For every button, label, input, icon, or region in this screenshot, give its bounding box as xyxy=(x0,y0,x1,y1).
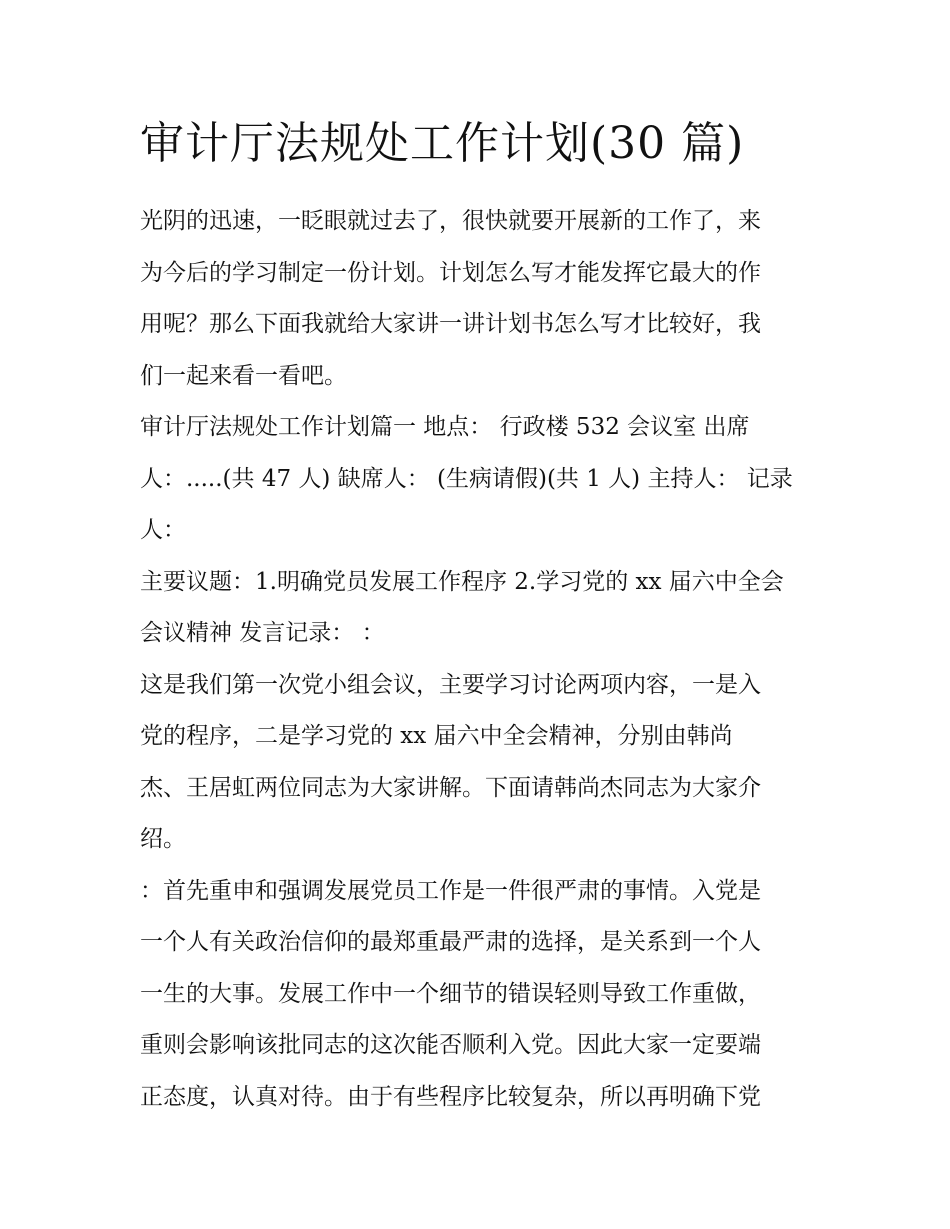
text-line: 人：.....(共 47 人) 缺席人： (生病请假)(共 1 人) 主持人： 记录 xyxy=(140,465,793,492)
text-line: 光阴的迅速，一眨眼就过去了，很快就要开展新的工作了，来 xyxy=(140,208,761,234)
text-line: 们一起来看一看吧。 xyxy=(140,362,347,389)
text-line: 主要议题：1.明确党员发展工作程序 2.学习党的 xx 届六中全会 xyxy=(140,568,784,595)
paragraph-opening xyxy=(140,660,815,866)
text-line: 为今后的学习制定一份计划。计划怎么写才能发挥它最大的作 xyxy=(140,259,761,286)
paragraph-intro xyxy=(140,196,815,402)
text-line: 一生的大事。发展工作中一个细节的错误轻则导致工作重做， xyxy=(140,980,761,1007)
text-line: 重则会影响该批同志的这次能否顺利入党。因此大家一定要端 xyxy=(140,1032,761,1058)
text-line: 绍。 xyxy=(140,826,186,852)
text-line: 会议精神 发言记录： ： xyxy=(140,620,385,646)
text-line: 这是我们第一次党小组会议，主要学习讨论两项内容，一是入 xyxy=(140,671,761,698)
text-line: 党的程序，二是学习党的 xx 届六中全会精神，分别由韩尚 xyxy=(140,723,733,749)
text-line: ：首先重申和强调发展党员工作是一件很严肃的事情。入党是 xyxy=(140,877,761,904)
text-line: 杰、王居虹两位同志为大家讲解。下面请韩尚杰同志为大家介 xyxy=(140,774,761,801)
text-line: 用呢？那么下面我就给大家讲一讲计划书怎么写才比较好，我 xyxy=(140,311,761,337)
paragraph-speech xyxy=(140,866,815,1124)
document-body xyxy=(140,196,815,1123)
text-line: 一个人有关政治信仰的最郑重最严肃的选择，是关系到一个人 xyxy=(140,929,761,955)
text-line: 正态度，认真对待。由于有些程序比较复杂，所以再明确下党 xyxy=(140,1083,761,1110)
paragraph-agenda xyxy=(140,557,815,660)
document-title: 审计厅法规处工作计划(30 篇) xyxy=(140,118,745,169)
text-line: 人： xyxy=(140,517,186,543)
text-line: 审计厅法规处工作计划篇一 地点： 行政楼 532 会议室 出席 xyxy=(140,414,750,440)
paragraph-meeting-info xyxy=(140,402,815,557)
